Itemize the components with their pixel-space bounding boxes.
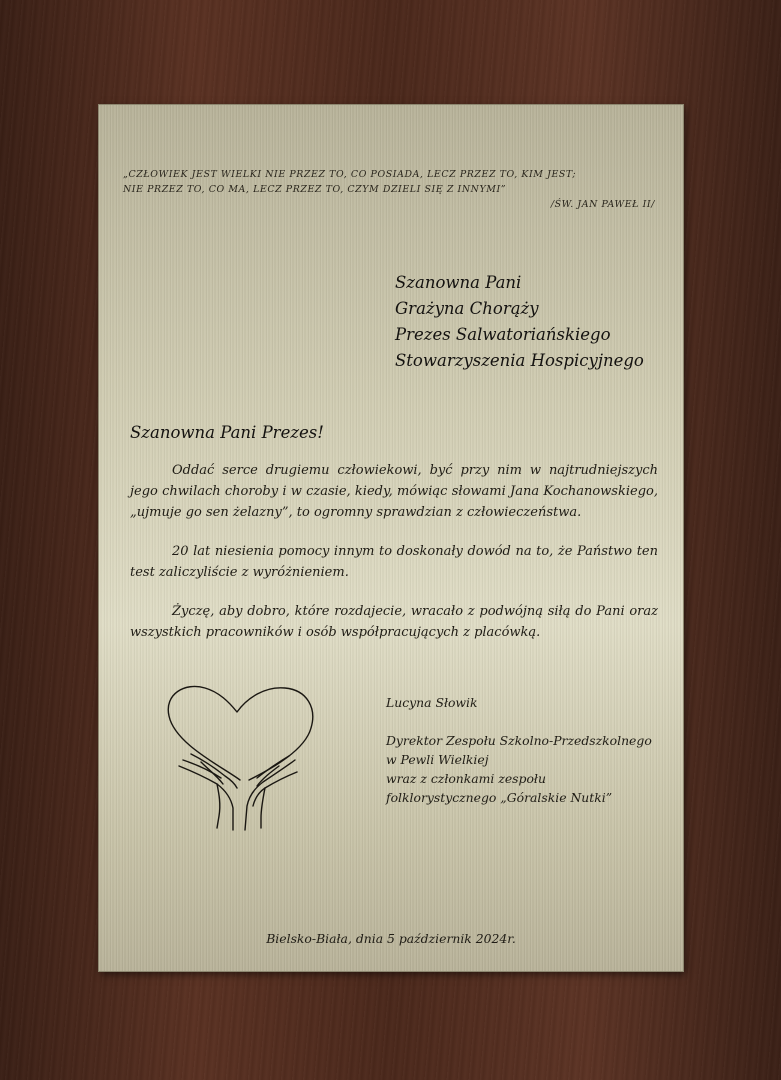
quote-line: „CZŁOWIEK JEST WIELKI NIE PRZEZ TO, CO POSIADA, LECZ PRZEZ TO, KIM JEST; — [123, 169, 577, 180]
letter-body — [130, 460, 658, 661]
signer-role-line: Dyrektor Zespołu Szkolno-Przedszkolnego — [386, 733, 652, 748]
signature-block — [386, 693, 656, 807]
addressee-block — [395, 270, 665, 374]
salutation: Szanowna Pani Prezes! — [130, 423, 324, 442]
heart-in-hands-icon — [161, 680, 321, 840]
paragraph: Życzę, aby dobro, które rozdajecie, wracało z podwójną siłą do Pani oraz wszystkich pracowników i osób współpracujących z placówką. — [130, 604, 658, 640]
place-and-date: Bielsko-Biała, dnia 5 październik 2024r. — [266, 931, 516, 946]
paragraph: 20 lat niesienia pomocy innym to doskonały dowód na to, że Państwo ten test zaliczyliście z wyróżnieniem. — [130, 544, 658, 580]
quote-line: NIE PRZEZ TO, CO MA, LECZ PRZEZ TO, CZYM DZIELI SIĘ Z INNYMI” — [123, 184, 507, 195]
signer-role-line: wraz z członkami zespołu — [386, 771, 546, 786]
addressee-line: Grażyna Chorąży — [395, 299, 539, 318]
addressee-line: Prezes Salwatoriańskiego — [395, 325, 611, 344]
signer-role-line: folklorystycznego „Góralskie Nutki” — [386, 790, 613, 805]
addressee-line: Stowarzyszenia Hospicyjnego — [395, 351, 644, 370]
quote-author: /ŚW. JAN PAWEŁ II/ — [550, 199, 655, 210]
quote-block — [123, 167, 659, 212]
engraved-plate — [99, 105, 683, 971]
signer-name: Lucyna Słowik — [386, 695, 478, 710]
signer-role-line: w Pewli Wielkiej — [386, 752, 489, 767]
paragraph: Oddać serce drugiemu człowiekowi, być przy nim w najtrudniejszych jego chwilach choroby i w czasie, kiedy, mówiąc słowami Jana Kochanowskiego, „ujmuje go sen żelazny”, to ogromny sprawdzian z człowieczeństwa. — [130, 463, 658, 520]
addressee-line: Szanowna Pani — [395, 273, 522, 292]
